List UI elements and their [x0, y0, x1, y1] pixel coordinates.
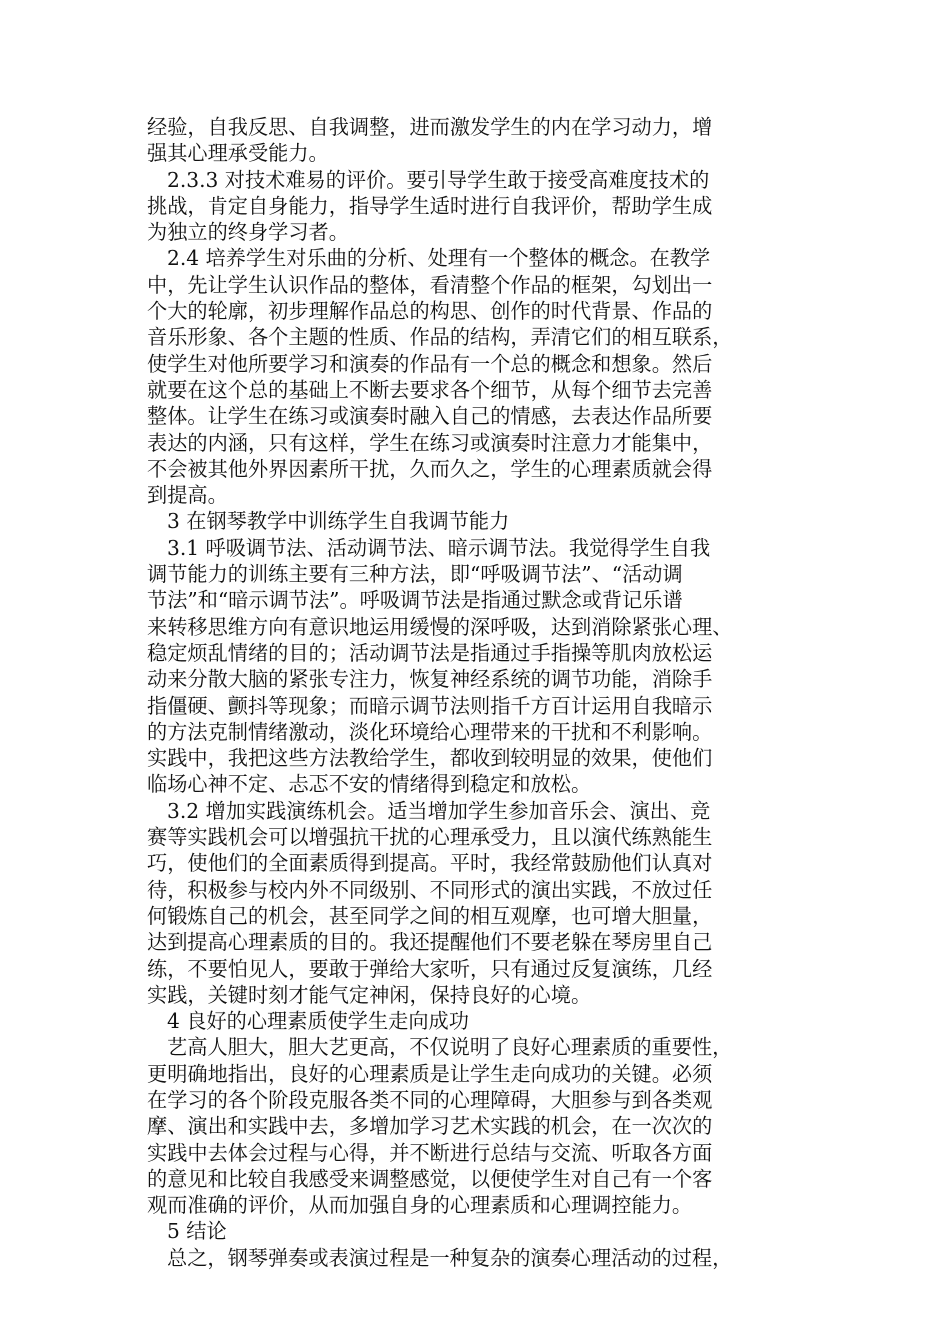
text-line: 在学习的各个阶段克服各类不同的心理障碍，大胆参与到各类观: [147, 1087, 713, 1112]
text-line: 总之，钢琴弹奏或表演过程是一种复杂的演奏心理活动的过程，: [167, 1245, 733, 1270]
text-line: 实践中，我把这些方法教给学生，都收到较明显的效果，使他们: [147, 746, 713, 771]
text-line: 摩、演出和实践中去，多增加学习艺术实践的机会，在一次次的: [147, 1114, 713, 1139]
text-line: 来转移思维方向有意识地运用缓慢的深呼吸，达到消除紧张心理、: [147, 614, 733, 639]
text-line: 指僵硬、颤抖等现象；而暗示调节法则指千方百计运用自我暗示: [147, 693, 713, 718]
text-line: 音乐形象、各个主题的性质、作品的结构，弄清它们的相互联系，: [147, 325, 733, 350]
text-line: 达到提高心理素质的目的。我还提醒他们不要老躲在琴房里自己: [147, 930, 713, 955]
text-line: 个大的轮廓，初步理解作品总的构思、创作的时代背景、作品的: [147, 299, 713, 324]
text-line: 何锻炼自己的机会，甚至同学之间的相互观摩，也可增大胆量，: [147, 903, 713, 928]
text-line: 挑战，肯定自身能力，指导学生适时进行自我评价，帮助学生成: [147, 193, 713, 218]
text-line: 不会被其他外界因素所干扰，久而久之，学生的心理素质就会得: [147, 456, 713, 481]
text-line: 3.2 增加实践演练机会。适当增加学生参加音乐会、演出、竞: [167, 798, 711, 823]
text-line: 练，不要怕见人，要敢于弹给大家听，只有通过反复演练，几经: [147, 956, 713, 981]
text-line: 到提高。: [147, 483, 228, 508]
text-line: 3 在钢琴教学中训练学生自我调节能力: [167, 509, 510, 534]
text-line: 更明确地指出，良好的心理素质是让学生走向成功的关键。必须: [147, 1061, 713, 1086]
text-line: 就要在这个总的基础上不断去要求各个细节，从每个细节去完善: [147, 377, 713, 402]
text-line: 观而准确的评价，从而加强自身的心理素质和心理调控能力。: [147, 1193, 693, 1218]
document-body: [147, 114, 787, 1271]
text-line: 整体。让学生在练习或演奏时融入自己的情感，去表达作品所要: [147, 404, 713, 429]
text-line: 3.1 呼吸调节法、活动调节法、暗示调节法。我觉得学生自我: [167, 535, 711, 560]
text-line: 2.3.3 对技术难易的评价。要引导学生敢于接受高难度技术的: [167, 167, 710, 192]
text-line: 2.4 培养学生对乐曲的分析、处理有一个整体的概念。在教学: [167, 246, 711, 271]
text-line: 4 良好的心理素质使学生走向成功: [167, 1009, 469, 1034]
text-line: 的意见和比较自我感受来调整感觉，以便使学生对自己有一个客: [147, 1166, 713, 1191]
text-line: 表达的内涵，只有这样，学生在练习或演奏时注意力才能集中，: [147, 430, 713, 455]
text-line: 巧，使他们的全面素质得到提高。平时，我经常鼓励他们认真对: [147, 851, 713, 876]
text-line: 实践，关键时刻才能气定神闲，保持良好的心境。: [147, 982, 592, 1007]
text-line: 稳定烦乱情绪的目的；活动调节法是指通过手指操等肌肉放松运: [147, 640, 713, 665]
text-line: 中，先让学生认识作品的整体，看清整个作品的框架，勾划出一: [147, 272, 713, 297]
text-line: 临场心神不定、忐忑不安的情绪得到稳定和放松。: [147, 772, 592, 797]
text-line: 的方法克制情绪激动，淡化环境给心理带来的干扰和不利影响。: [147, 719, 713, 744]
text-line: 为独立的终身学习者。: [147, 220, 349, 245]
text-line: 动来分散大脑的紧张专注力，恢复神经系统的调节功能，消除手: [147, 667, 713, 692]
text-line: 赛等实践机会可以增强抗干扰的心理承受力，且以演代练熟能生: [147, 825, 713, 850]
text-line: 使学生对他所要学习和演奏的作品有一个总的概念和想象。然后: [147, 351, 713, 376]
text-line: 待，积极参与校内外不同级别、不同形式的演出实践，不放过任: [147, 877, 713, 902]
text-line: 经验，自我反思、自我调整，进而激发学生的内在学习动力，增: [147, 115, 713, 139]
text-line: 5 结论: [167, 1219, 227, 1244]
text-line: 强其心理承受能力。: [147, 141, 329, 166]
text-line: 调节能力的训练主要有三种方法，即“呼吸调节法”、“活动调: [147, 562, 683, 587]
text-line: 实践中去体会过程与心得，并不断进行总结与交流、听取各方面: [147, 1140, 713, 1165]
text-line: 节法”和“暗示调节法”。呼吸调节法是指通过默念或背记乐谱: [147, 588, 683, 613]
text-line: 艺高人胆大，胆大艺更高，不仅说明了良好心理素质的重要性，: [167, 1035, 733, 1060]
